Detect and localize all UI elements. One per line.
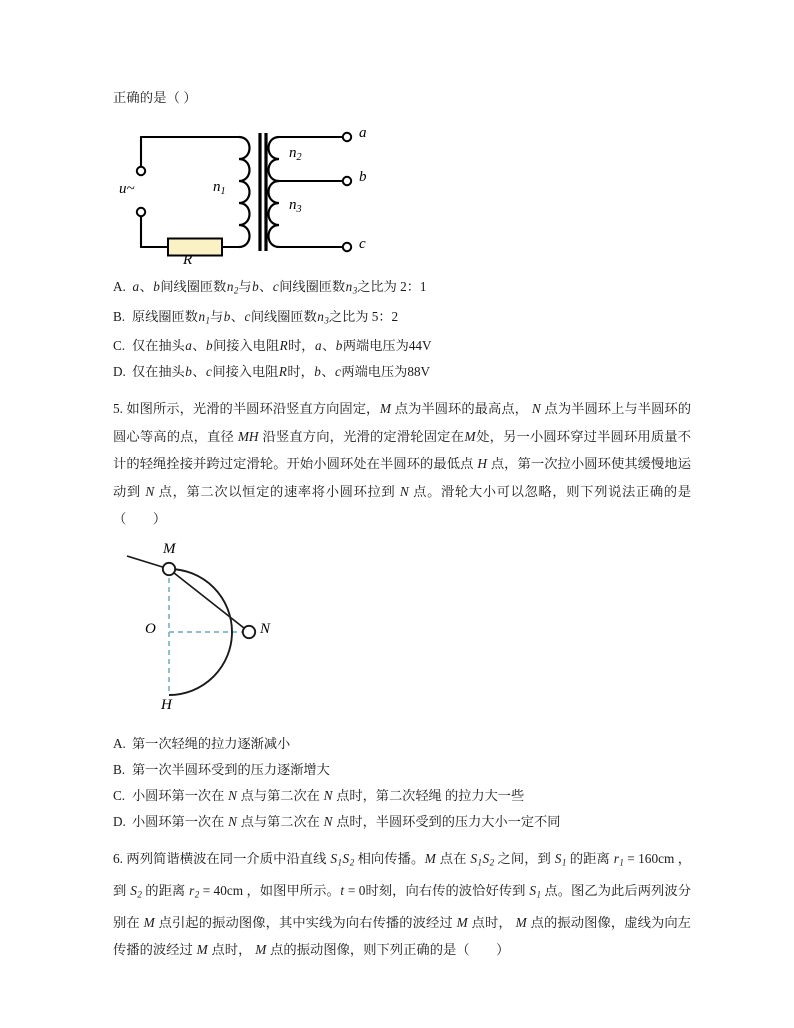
point-h-label: H <box>161 696 172 713</box>
terminal-a-node <box>343 133 351 141</box>
option-c-label: C. <box>113 338 126 353</box>
resistor-label: R <box>183 252 193 268</box>
question5-option-d[interactable] <box>113 809 691 835</box>
question4-option-a[interactable] <box>113 274 691 304</box>
source-label: u~ <box>119 181 135 197</box>
terminal-c-label: c <box>359 236 366 252</box>
q5-option-d-label: D. <box>113 813 126 829</box>
q5-option-c-label: C. <box>113 787 126 803</box>
question6-number: 6. <box>113 850 123 866</box>
point-n-label: N <box>260 620 271 637</box>
terminal-a-label: a <box>359 125 367 141</box>
terminal-b-label: b <box>359 169 367 185</box>
source-terminal-top <box>137 167 145 175</box>
point-m-label: M <box>163 540 176 557</box>
q5-option-c-text: 小圆环第一次在 N 点与第二次在 N 点时，第二次轻绳 的拉力大一些 <box>132 787 525 803</box>
q5-option-d-text: 小圆环第一次在 N 点与第二次在 N 点时，半圆环受到的压力大小一定不同 <box>132 813 561 829</box>
question5-option-c[interactable] <box>113 783 691 809</box>
terminal-b-node <box>343 177 351 185</box>
secondary-coil-n2-label: $n_2$ <box>289 145 302 163</box>
question5-option-a[interactable] <box>113 731 691 757</box>
terminal-c-node <box>343 243 351 251</box>
question4-option-c[interactable] <box>113 333 691 359</box>
q5-option-b-text: 第一次半圆环受到的压力逐渐增大 <box>132 761 330 777</box>
pulley-ring-m <box>163 562 175 574</box>
source-terminal-bottom <box>137 208 145 216</box>
option-c-text: 仅在抽头a、b间接入电阻R时，a、b两端电压为44V <box>132 338 432 353</box>
option-b-text: 原线圈匝数$n_1$与b、c间线圈匝数$n_3$之比为 5：2 <box>132 308 399 325</box>
question4-option-b[interactable] <box>113 304 691 334</box>
semicircle-ring-figure <box>121 539 351 729</box>
option-d-label: D. <box>113 364 126 379</box>
option-d-text: 仅在抽头b、c间接入电阻R时，b、c两端电压为88V <box>132 364 431 379</box>
small-ring-n <box>243 625 255 637</box>
resistor-body <box>168 239 222 256</box>
question4-option-d[interactable] <box>113 359 691 385</box>
primary-coil-label: $n_1$ <box>213 179 226 197</box>
transformer-circuit-figure <box>119 119 391 268</box>
secondary-coil-n3-label: $n_3$ <box>289 197 302 215</box>
transformer-svg <box>121 119 391 264</box>
q5-option-b-label: B. <box>113 761 126 777</box>
q5-option-a-text: 第一次轻绳的拉力逐渐减小 <box>132 735 291 751</box>
q5-option-a-label: A. <box>113 735 126 751</box>
page-content <box>113 84 691 964</box>
option-a-label: A. <box>113 279 126 294</box>
question5-number: 5. <box>113 401 123 416</box>
rope-chord-mn <box>169 569 249 632</box>
option-b-label: B. <box>113 308 126 324</box>
question6-stem: 6. 两列简谐横波在同一介质中沿直线 $S_1S_2$ 相向传播。M 点在 $S_1S_2$ 之间，到 $S_1$ 的距离 $r_1 = 160cm$ ，到 $S_2$ 的距离 $r_2 = 40cm$ ，如图甲所示。t = 0时刻，向右传的波恰好传到 $S_1$ 点。图乙为此后两列波分别在 M 点引起的振动图像，其中实线为向右传播的波经过 M 点时， M 点的振动图像，虚线为向左传播的波经过 M 点时， M 点的振动图像，则下列正确的是（ ） <box>113 850 692 958</box>
option-a-text: a、b间线圈匝数$n_2$与b、c间线圈匝数$n_3$之比为 2：1 <box>132 279 427 296</box>
question5-stem: 5. 如图所示，光滑的半圆环沿竖直方向固定，M 点为半圆环的最高点， N 点为半圆环上与半圆环的圆心等高的点，直径 MH 沿竖直方向，光滑的定滑轮固定在M处，另一小圆环穿过半圆环用质量不计的轻绳拴接并跨过定滑轮。开始小圆环处在半圆环的最低点 H 点，第一次拉小圆环使其缓慢地运动到 N 点，第二次以恒定的速率将小圆环拉到 N 点。滑轮大小可以忽略，则下列说法正确的是（ ） <box>113 401 692 526</box>
point-o-label: O <box>145 620 156 637</box>
question5-option-b[interactable] <box>113 757 691 783</box>
question4-prompt-tail: 正确的是（ ） <box>113 90 197 105</box>
